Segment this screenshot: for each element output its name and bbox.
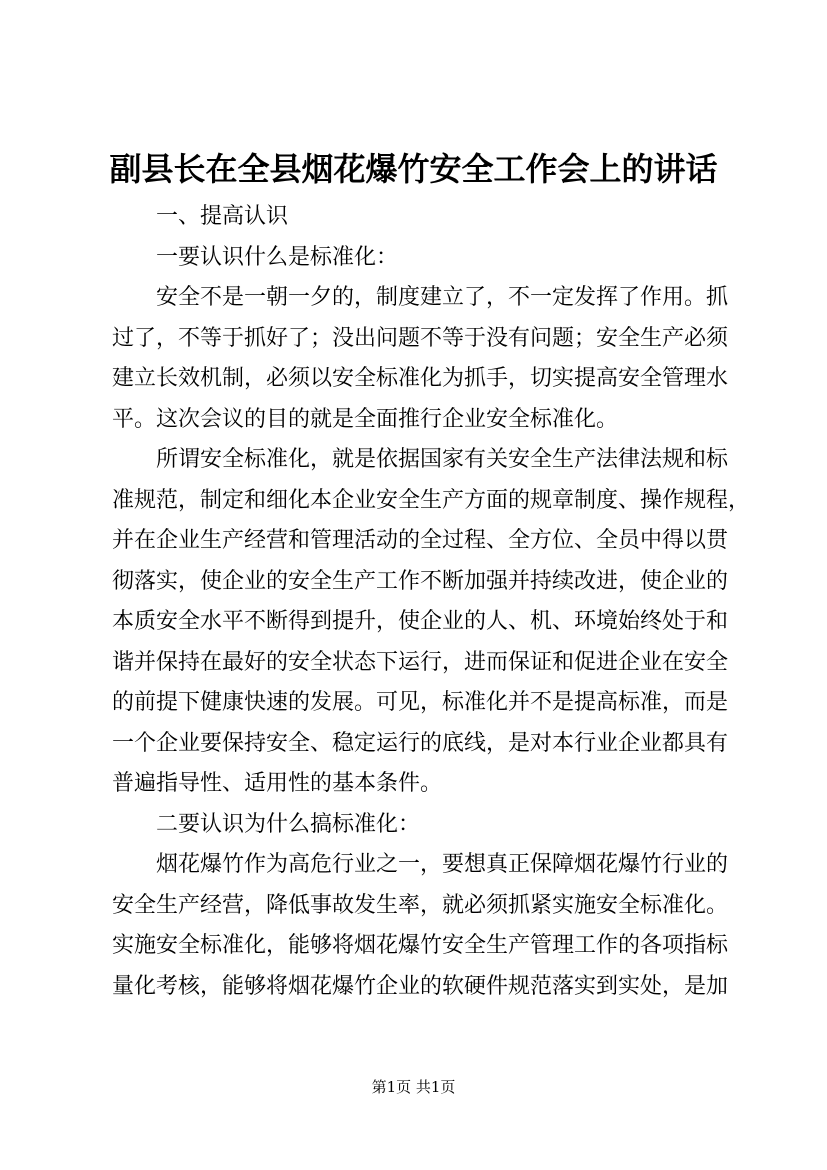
text-line: 一、提高认识 <box>156 204 289 229</box>
text-line: 建立长效机制，必须以安全标准化为抓手，切实提高安全管理水 <box>112 366 729 391</box>
text-line: 烟花爆竹作为高危行业之一，要想真正保障烟花爆竹行业的 <box>156 852 729 877</box>
text-line: 一个企业要保持安全、稳定运行的底线，是对本行业企业都具有 <box>112 730 729 756</box>
text-line: 过了，不等于抓好了；没出问题不等于没有问题；安全生产必须 <box>112 325 729 351</box>
text-line: 量化考核，能够将烟花爆竹企业的软硬件规范落实到实处，是加 <box>112 973 729 999</box>
text-line: 本质安全水平不断得到提升，使企业的人、机、环境始终处于和 <box>112 609 729 634</box>
text-line: 的前提下健康快速的发展。可见，标准化并不是提高标准，而是 <box>112 690 729 715</box>
text-line: 二要认识为什么搞标准化： <box>156 811 421 837</box>
document-title: 副县长在全县烟花爆竹安全工作会上的讲话 <box>109 150 718 188</box>
text-line: 安全生产经营，降低事故发生率，就必须抓紧实施安全标准化。 <box>112 892 729 918</box>
text-line: 准规范，制定和细化本企业安全生产方面的规章制度、操作规程， <box>112 487 751 513</box>
text-line: 实施安全标准化，能够将烟花爆竹安全生产管理工作的各项指标 <box>112 933 729 958</box>
text-line: 谐并保持在最好的安全状态下运行，进而保证和促进企业在安全 <box>112 649 729 675</box>
text-line: 彻落实，使企业的安全生产工作不断加强并持续改进，使企业的 <box>112 568 729 594</box>
text-line: 安全不是一朝一夕的，制度建立了，不一定发挥了作用。抓 <box>156 285 729 310</box>
text-line: 平。这次会议的目的就是全面推行企业安全标准化。 <box>112 406 619 432</box>
text-line: 所谓安全标准化，就是依据国家有关安全生产法律法规和标 <box>156 447 729 472</box>
document-body <box>112 197 751 1007</box>
text-line: 普遍指导性、适用性的基本条件。 <box>112 771 443 796</box>
text-line: 一要认识什么是标准化： <box>156 244 399 270</box>
page-footer: 第1页 共1页 <box>371 1078 456 1096</box>
text-line: 并在企业生产经营和管理活动的全过程、全方位、全员中得以贯 <box>112 528 729 553</box>
